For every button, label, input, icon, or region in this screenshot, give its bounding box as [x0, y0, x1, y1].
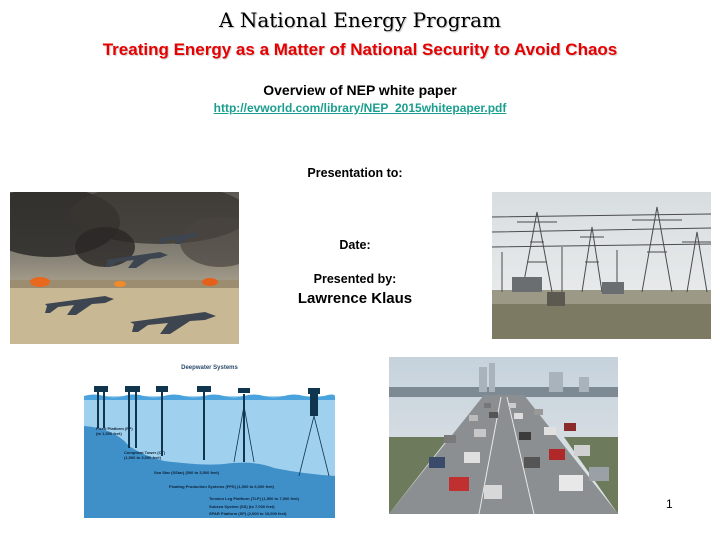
diagram-label-spar: SPAR Platform (SP) (2,000 to 10,000 feet): [209, 511, 287, 516]
date-label: Date:: [339, 238, 371, 252]
presentation-to-label: Presentation to:: [307, 166, 403, 180]
fighter-jets-oil-fires-image: [10, 192, 239, 344]
overview-heading: Overview of NEP white paper: [263, 82, 457, 98]
presented-by-label: Presented by:: [313, 272, 397, 286]
highway-traffic-image: [389, 357, 618, 514]
diagram-label-fps: Floating Production Systems (FPS) (1,500 to 6,000 feet): [169, 484, 274, 489]
power-substation-image: [492, 192, 711, 339]
diagram-label-fixed-platform: Fixed Platform (FP) (to 1,500 feet): [96, 426, 133, 436]
presenter-name: Lawrence Klaus: [297, 290, 413, 307]
slide-subtitle: Treating Energy as a Matter of National Security to Avoid Chaos: [102, 40, 618, 59]
diagram-label-compliant-tower: Compliant Tower (CT) (1,500 to 3,000 feet): [124, 450, 166, 460]
slide-title: A National Energy Program: [219, 8, 501, 32]
deepwater-title: Deepwater Systems: [181, 365, 238, 371]
deepwater-systems-diagram: [84, 356, 335, 518]
diagram-label-subsea: Subsea System (SS) (to 7,000 feet): [209, 504, 275, 509]
page-number: 1: [666, 497, 673, 511]
diagram-label-tlp: Tension Leg Platform (TLP) (1,500 to 7,000 feet): [209, 496, 299, 501]
diagram-label-sea-star: Sea Star (SStar) (500 to 3,500 feet): [154, 470, 219, 475]
whitepaper-link[interactable]: http://evworld.com/library/NEP_2015whitepaper.pdf: [213, 101, 507, 115]
